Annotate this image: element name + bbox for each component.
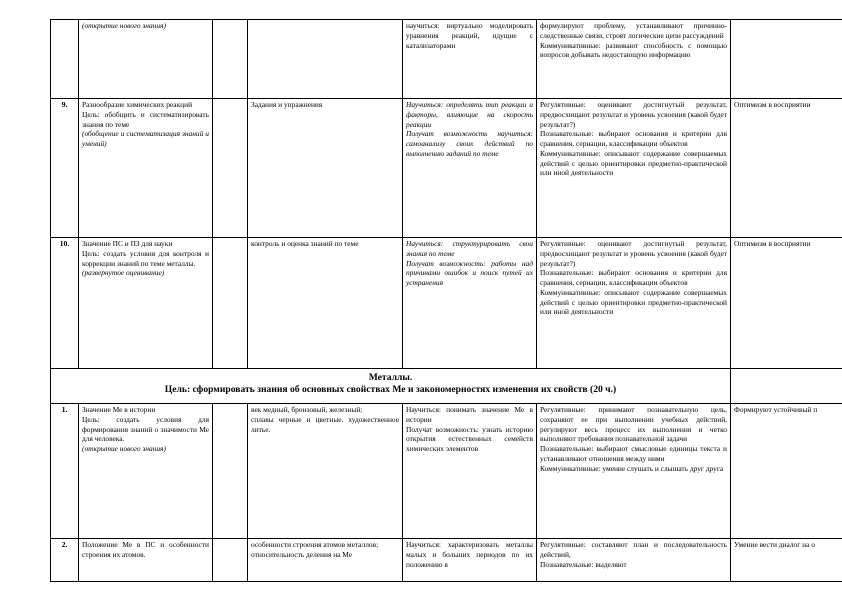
opportunity-text: Получат возможность научиться: самоанализу своих действий по выполнению заданий по теме <box>406 129 533 158</box>
cell-hours <box>213 99 248 238</box>
learn-text: Научиться: структурировать свои знания по теме <box>406 239 533 258</box>
personal-text: Формируют устойчивый п <box>734 405 818 414</box>
cell-content <box>248 539 403 582</box>
content-line: особенности строения атомов металлов; <box>251 540 379 549</box>
topic-note: (открытие нового знания) <box>82 21 166 30</box>
uud-communicative: Коммуникативные: умение слушать и слышать друг друга <box>540 463 724 473</box>
table-row <box>51 238 842 369</box>
personal-text: Оптимизм в восприятии <box>734 239 811 248</box>
cell-content: контроль и оценка знаний по теме <box>248 238 403 369</box>
cell-personal <box>731 539 842 582</box>
cell-personal <box>731 369 842 404</box>
learn-text: научиться: виртуально моделировать уравнения реакций, идущие с катализаторами <box>406 21 533 50</box>
cell-personal <box>731 404 842 539</box>
uud-cognitive: Познавательные: выбирают основания и критерии для сравнения, сериации, классификации объектов <box>540 129 727 149</box>
content-line: век медный, бронзовый, железный; <box>251 405 363 414</box>
uud-regulative: Регулятивные: оценивают достигнутый результат, предвосхищают результат и уровень усвоения (какой будет результат?) <box>540 100 727 129</box>
opportunity-text: Получат возможность: работы над причинами ошибок и поиск путей их устранения <box>406 258 533 288</box>
topic-goal: Цель: создать условия для формирования знаний о значимости Ме для человека. <box>82 414 209 444</box>
uud-regulative: Регулятивные: оценивают достигнутый результат, предвосхищают результат и уровень усвоения (какой будет результат?) <box>540 239 727 268</box>
topic-goal: Цель: обобщить и систематизировать знания по теме <box>82 109 209 129</box>
uud-regulative: Регулятивные: составляют план и последовательность действий, <box>540 540 727 559</box>
section-header <box>51 369 731 404</box>
uud-cognitive: Познавательные: выбирают основания и критерии для сравнения, сериации, классификации объектов <box>540 268 727 288</box>
uud-communicative: Коммуникативные: описывают содержание совершаемых действий с целью ориентировки предметно-практической или иной деятельности <box>540 148 727 178</box>
section-goal: Цель: сформировать знания об основных свойствах Ме и закономерностях изменения их свойств (20 ч.) <box>164 383 617 395</box>
topic-title: Положение Ме в ПС и особенности строения их атомов. <box>82 540 209 559</box>
uud-communicative: Коммуникативные: развивают способность с помощью вопросов добывать недостающую информацию <box>540 40 727 60</box>
uud-regulative: Регулятивные: принимают познавательную цель, сохраняют ее при выполнении учебных действий, регулируют весь процесс их выполнения и четко выполняют требования познавательной задачи <box>540 405 727 444</box>
topic-title: Значение ПС и ПЗ для науки <box>82 239 173 248</box>
cell-uud <box>537 99 731 238</box>
cell-num: 9. <box>51 99 79 238</box>
cell-topic <box>79 238 213 369</box>
cell-topic <box>79 20 213 99</box>
content-line: относительность деления на Ме <box>251 549 353 559</box>
topic-note: (открытие нового знания) <box>82 444 166 454</box>
cell-learn <box>403 99 537 238</box>
cell-hours <box>213 539 248 582</box>
cell-learn <box>403 238 537 369</box>
lesson-plan-table <box>50 19 842 582</box>
cell-content <box>248 404 403 539</box>
table-row <box>51 20 842 99</box>
cell-hours <box>213 238 248 369</box>
cell-num: 2. <box>51 539 79 582</box>
uud-cognitive: Познавательные: выбирают смысловые единицы текста и устанавливают отношения между ними <box>540 444 727 463</box>
personal-text: Оптимизм в восприятии <box>734 100 811 109</box>
content-line: сплавы черные и цветные. художественное литье. <box>251 414 399 434</box>
opportunity-text: Получат возможность: узнать историю открытия естественных семейств химических элементов <box>406 424 533 454</box>
topic-note: (развернутое оценивание) <box>82 268 165 278</box>
topic-goal: Цель: создать условия для контроля и коррекции знаний по теме металлы. <box>82 248 209 268</box>
topic-note: (обобщение и систематизация знаний и умений) <box>82 129 209 149</box>
learn-text: Научиться: характеризовать металлы малых и больших периодов по их положению в <box>406 540 533 569</box>
uud-cognitive: Познавательные: выделяют <box>540 559 627 569</box>
cell-uud <box>537 539 731 582</box>
cell-learn <box>403 20 537 99</box>
table-row <box>51 99 842 238</box>
topic-title: Значение Ме в истории <box>82 405 156 414</box>
cell-uud <box>537 238 731 369</box>
cell-personal <box>731 238 842 369</box>
table-row <box>51 539 842 582</box>
cell-topic <box>79 539 213 582</box>
section-header-row <box>51 369 842 404</box>
section-title: Металлы. <box>368 372 413 383</box>
cell-uud <box>537 20 731 99</box>
learn-text: Научиться: определять тип реакции и факторы, влияющие на скорость реакции <box>406 100 533 129</box>
cell-topic <box>79 404 213 539</box>
cell-personal <box>731 20 842 99</box>
cell-learn <box>403 539 537 582</box>
cell-num <box>51 20 79 99</box>
cell-personal <box>731 99 842 238</box>
personal-text: Умение вести диалог на о <box>734 540 815 549</box>
cell-content: Задания и упражнения <box>248 99 403 238</box>
cell-num: 10. <box>51 238 79 369</box>
cell-uud <box>537 404 731 539</box>
cell-learn <box>403 404 537 539</box>
cell-topic <box>79 99 213 238</box>
uud-text: формулируют проблему, устанавливают причинно-следственные связи, строят логические цепи рассуждений <box>540 21 727 40</box>
learn-text: Научиться: понимать значение Ме в истории <box>406 405 533 424</box>
cell-content <box>248 20 403 99</box>
cell-hours <box>213 20 248 99</box>
table-row <box>51 404 842 539</box>
uud-communicative: Коммуникативные: описывают содержание совершаемых действий с целью ориентировки предметно-практической или иной деятельности <box>540 287 727 317</box>
topic-title: Разнообразие химических реакций <box>82 100 193 109</box>
cell-num: 1. <box>51 404 79 539</box>
cell-hours <box>213 404 248 539</box>
